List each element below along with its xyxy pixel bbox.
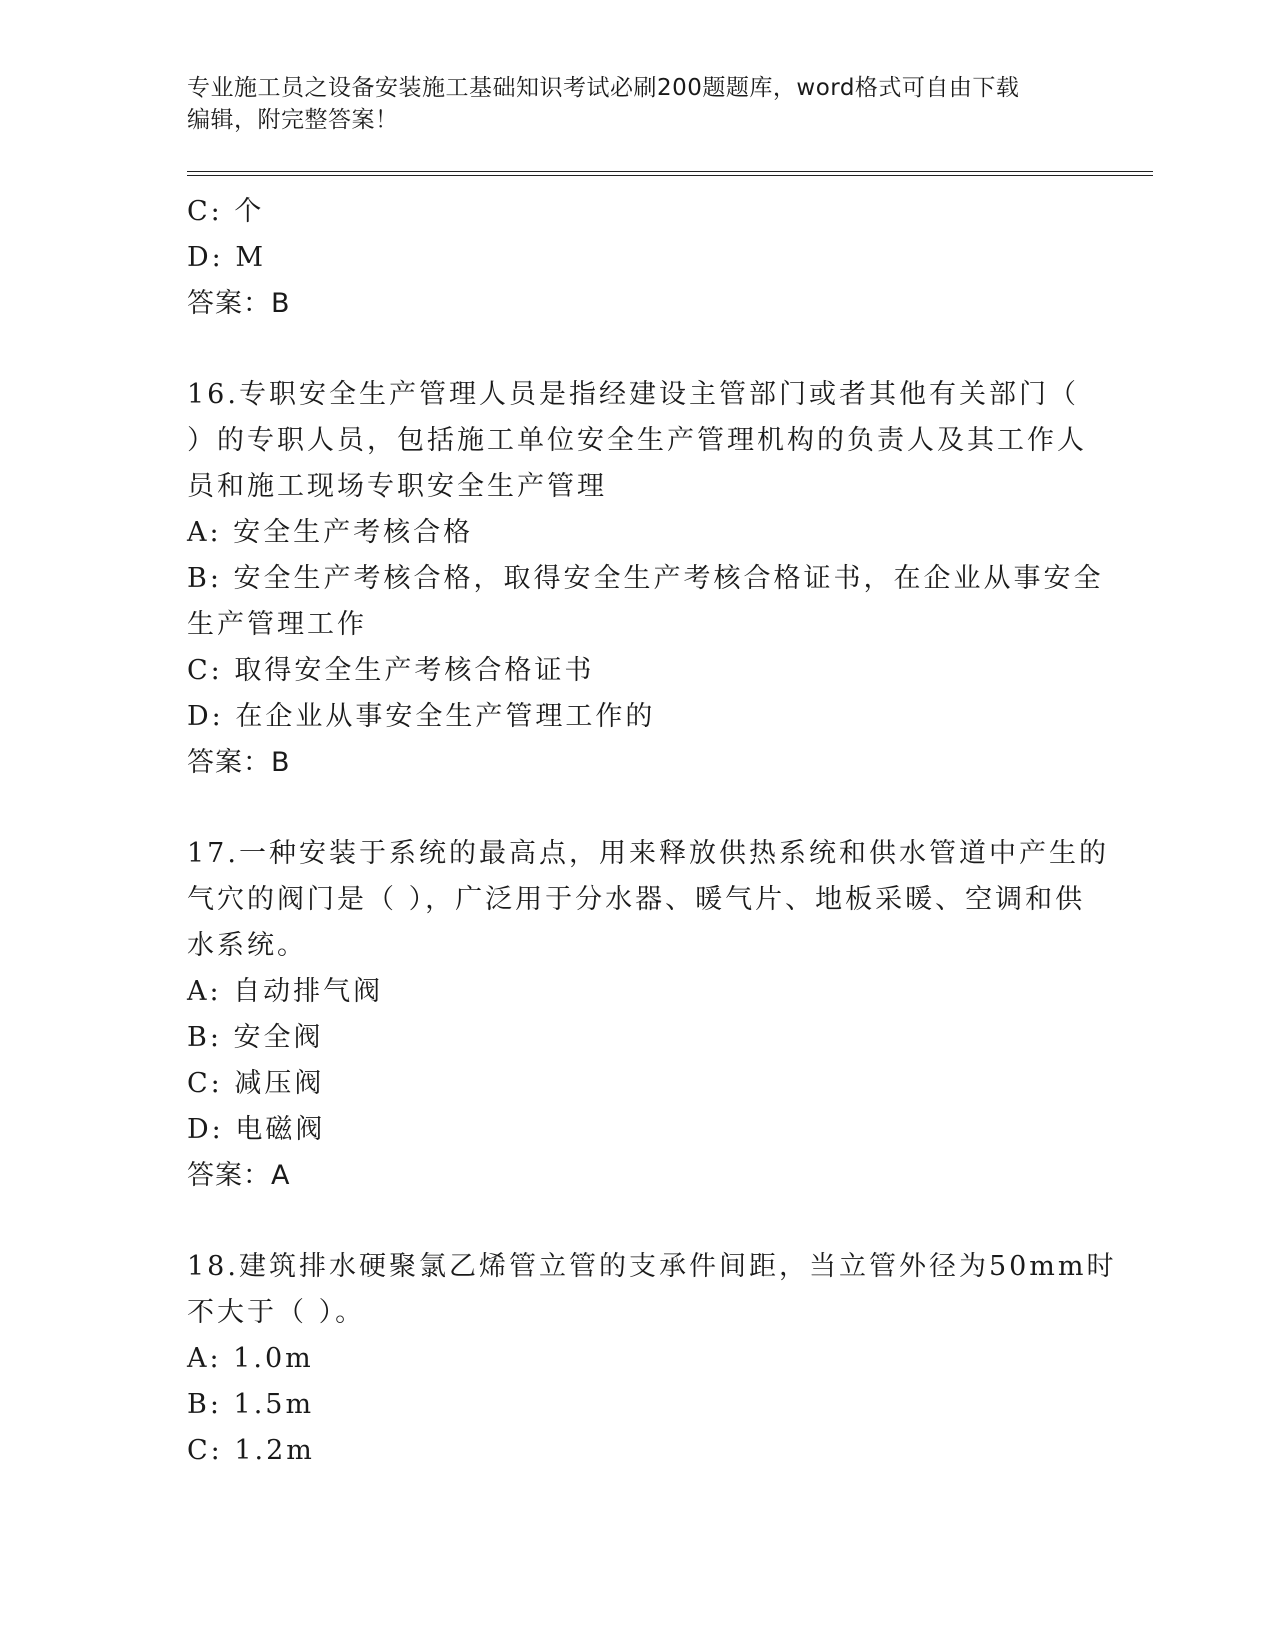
option-a: A: 自动排气阀	[187, 976, 384, 1007]
question-15-tail	[187, 189, 1077, 327]
answer-line: 答案：B	[187, 288, 291, 319]
option-a: A: 安全生产考核合格	[187, 517, 474, 548]
question-stem-line: 不大于（ ）。	[187, 1297, 366, 1328]
question-stem-line: 水系统。	[187, 930, 307, 961]
question-stem-line: 气穴的阀门是（ ），广泛用于分水器、暖气片、地板采暖、空调和供	[187, 884, 1086, 915]
question-stem-line: 员和施工现场专职安全生产管理	[187, 471, 607, 502]
answer-line: 答案：A	[187, 1160, 291, 1191]
question-16	[187, 372, 1104, 786]
question-stem-line: 18.建筑排水硬聚氯乙烯管立管的支承件间距，当立管外径为50mm时	[187, 1251, 1117, 1282]
option-c: C: 取得安全生产考核合格证书	[187, 655, 595, 686]
option-b: B: 安全阀	[187, 1022, 324, 1053]
question-stem-line: 17.一种安装于系统的最高点，用来释放供热系统和供水管道中产生的	[187, 838, 1109, 869]
option-b-continued: 生产管理工作	[187, 609, 367, 640]
question-18	[187, 1244, 1117, 1474]
question-stem-line: 16.专职安全生产管理人员是指经建设主管部门或者其他有关部门（	[187, 379, 1079, 410]
header-divider-top	[187, 171, 1153, 172]
header-title-line-1: 专业施工员之设备安装施工基础知识考试必刷200题题库，word格式可自由下载	[187, 75, 1020, 101]
option-d: D: 在企业从事安全生产管理工作的	[187, 701, 656, 732]
option-c: C: 1.2m	[187, 1435, 315, 1466]
header-divider-bottom	[187, 175, 1153, 176]
option-d: D: 电磁阀	[187, 1114, 326, 1145]
question-17	[187, 831, 1109, 1199]
option-c: C: 减压阀	[187, 1068, 325, 1099]
header-title-line-2: 编辑，附完整答案！	[187, 107, 399, 133]
question-list	[187, 189, 1117, 1474]
option-b: B: 1.5m	[187, 1389, 315, 1420]
option-d: D: M	[187, 242, 266, 273]
question-stem-line: ）的专职人员，包括施工单位安全生产管理机构的负责人及其工作人	[187, 425, 1087, 456]
answer-line: 答案：B	[187, 747, 291, 778]
document-header	[187, 72, 1067, 136]
option-b: B: 安全生产考核合格，取得安全生产考核合格证书，在企业从事安全	[187, 563, 1104, 594]
option-a: A: 1.0m	[187, 1343, 314, 1374]
option-c: C: 个	[187, 196, 265, 227]
